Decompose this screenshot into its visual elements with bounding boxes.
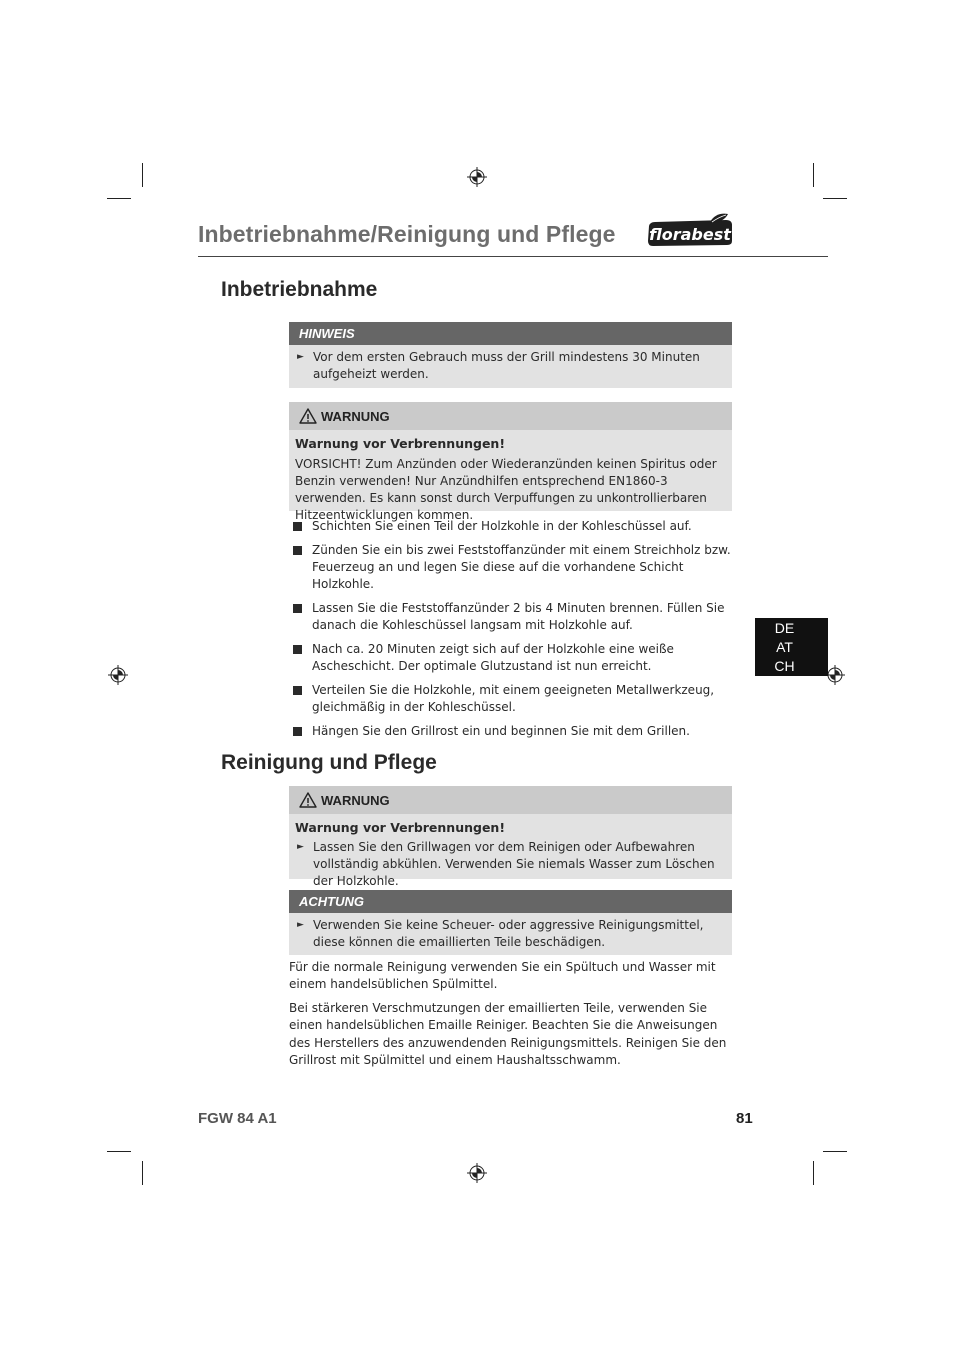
crop-mark (813, 1161, 814, 1185)
crop-mark (142, 163, 143, 187)
page-number: 81 (736, 1110, 753, 1127)
crop-mark (823, 198, 847, 199)
square-bullet-icon (293, 727, 302, 736)
achtung-box (289, 890, 732, 955)
warnung-subtitle: Warnung vor Verbrennungen! (295, 820, 506, 835)
paragraph: Bei stärkeren Verschmutzungen der emaillierten Teile, verwenden Sie einen handelsüblichen Emaille Reiniger. Beachten Sie die Anweisungen des Herstellers des anzuwendenden Reinigungsmittels. Reinigen Sie den Grillrost mit Spülmittel und einem Haushaltsschwamm. (289, 1001, 727, 1067)
warning-triangle-icon (299, 792, 317, 808)
warnung-label: WARNUNG (321, 793, 390, 808)
page-title: Inbetriebnahme/Reinigung und Pflege (198, 221, 616, 247)
section-heading-reinigung: Reinigung und Pflege (221, 751, 437, 774)
crop-mark (823, 1151, 847, 1152)
list-item: Nach ca. 20 Minuten zeigt sich auf der Holzkohle eine weiße Ascheschicht. Der optimale Glutzustand ist nun erreicht. (292, 641, 736, 675)
warnung-text: VORSICHT! Zum Anzünden oder Wiederanzünden keinen Spiritus oder Benzin verwenden! Nur Anzündhilfen entsprechend EN1860-3 verwenden. Es kann sonst durch Verpuffungen zu unkontrollierbaren Hitzeentwicklungen kommen. (295, 457, 717, 522)
warnung-header (289, 786, 732, 814)
registration-mark-icon (467, 167, 487, 187)
warnung-box (289, 402, 732, 522)
square-bullet-icon (293, 546, 302, 555)
hinweis-label: HINWEIS (289, 322, 732, 345)
list-item: Schichten Sie einen Teil der Holzkohle in der Kohleschüssel auf. (292, 518, 736, 535)
list-item: Zünden Sie ein bis zwei Feststoffanzünder mit einem Streichholz bzw. Feuerzeug an und legen Sie diese auf die vorhandene Schicht Holzkohle. (292, 542, 736, 593)
crop-mark (813, 163, 814, 187)
list-item: Hängen Sie den Grillrost ein und beginnen Sie mit dem Grillen. (292, 723, 736, 740)
title-rule (198, 256, 828, 257)
warning-triangle-icon (299, 408, 317, 424)
square-bullet-icon (293, 604, 302, 613)
crop-mark (107, 198, 131, 199)
warnung-box-2 (289, 786, 732, 888)
arrow-right-icon: ► (297, 352, 304, 362)
arrow-right-icon: ► (297, 920, 304, 930)
hinweis-box (289, 322, 732, 388)
crop-mark (142, 1161, 143, 1185)
square-bullet-icon (293, 522, 302, 531)
warnung-label: WARNUNG (321, 409, 390, 424)
paragraph: Für die normale Reinigung verwenden Sie ein Spültuch und Wasser mit einem handelsüblichen Spülmittel. (289, 960, 716, 992)
hinweis-item: ► Vor dem ersten Gebrauch muss der Grill mindestens 30 Minuten aufgeheizt werden. (297, 350, 700, 381)
steps-list (292, 518, 736, 747)
warnung-item: ► Lassen Sie den Grillwagen vor dem Reinigen oder Aufbewahren vollständig abkühlen. Verwenden Sie niemals Wasser zum Löschen der Holzkohle. (297, 840, 715, 888)
registration-mark-icon (825, 665, 845, 685)
list-item: Verteilen Sie die Holzkohle, mit einem geeigneten Metallwerkzeug, gleichmäßig in der Kohleschüssel. (292, 682, 736, 716)
model-number: FGW 84 A1 (198, 1110, 277, 1127)
svg-text:florabest: florabest (649, 225, 731, 244)
warnung-subtitle: Warnung vor Verbrennungen! (295, 436, 506, 451)
arrow-right-icon: ► (297, 842, 304, 852)
achtung-item: ► Verwenden Sie keine Scheuer- oder aggressive Reinigungsmittel, diese können die emaillierten Teile beschädigen. (297, 918, 704, 949)
crop-mark (107, 1151, 131, 1152)
list-item: Lassen Sie die Feststoffanzünder 2 bis 4 Minuten brennen. Füllen Sie danach die Kohleschüssel langsam mit Holzkohle auf. (292, 600, 736, 634)
warnung-header (289, 402, 732, 430)
florabest-logo (646, 212, 734, 248)
section-heading-inbetriebnahme: Inbetriebnahme (221, 278, 378, 301)
square-bullet-icon (293, 686, 302, 695)
achtung-label: ACHTUNG (289, 890, 732, 913)
registration-mark-icon (467, 1163, 487, 1183)
registration-mark-icon (108, 665, 128, 685)
language-tab: DE AT CH (755, 618, 828, 676)
square-bullet-icon (293, 645, 302, 654)
